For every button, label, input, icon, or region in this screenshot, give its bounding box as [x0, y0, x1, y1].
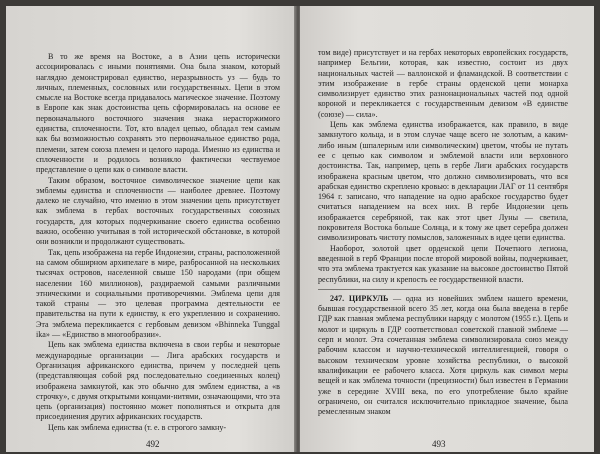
entry-text: — одна из новейших эмблем нашего времени, бывшая государственной всего 35 лет, когда она была введена в гербе ГДР как главная эмблема республики наряду с молотом (1955 г.). Цепь и молот и циркуль в ГДР соответствовал советской главной эмблеме — серп и молот. Эта сочетанная эмблема символизировала союз между рабочим классом и научно-технической интеллигенцией, говоря о высоком техническом уровне хозяйства республики, о высокой квалификации ее рабочего класса. Хотя циркуль как символ меры вещей и как эмблема точности (прецизности) был известен в Германии уже в середине XVIII века, по его употребление было крайне ограничено, он считался исключительно прикладное значение, была ремесленным знаком: [318, 293, 568, 417]
section-divider: [318, 289, 438, 290]
page-number: 492: [146, 439, 160, 449]
right-page: [300, 6, 594, 452]
paragraph: Таким образом, восточное символическое значение цепи как эмблемы единства и сплоченности — наиболее древнее. Поэтому далеко не случайно, что именно в этом значении цепь присутствует как эмблема в гербах восточных государственных союзных государств, для которых подчеркивание своего единства особенно важно, особенно учитывая в той исторической обстановке, в которой они возникли и продолжают существовать.: [36, 175, 280, 247]
left-page: [6, 6, 296, 452]
page-number: 493: [432, 439, 446, 449]
paragraph: В то же время на Востоке, а в Азии цепь исторически ассоциировалась с иными понятиями. Она была знаком, который наглядно демонстрировал единство, неразрывность уз — будь то личных, племенных, сословных или государственных. Цепи в этом смысле на Востоке всегда придавалось магическое значение. Поэтому в Европе как знак достоинства цепь сформировалась на основе ее первоначального восточного значения знака нерасторжимого единства, сплоченности. Тот, кто владел цепью, обладал тем самым как бы возможностью сохранять это первоначальное единство рода, племени, затем союза племен и целого народа. Именно из единства и сплоченности и родилось возникло фактически чествуемое представление о цепи как о символе власти.: [36, 52, 280, 175]
right-page-text: [318, 48, 568, 417]
paragraph: Цепь как эмблема единства (т. е. в строгого замкну-: [48, 422, 227, 432]
paragraph: том виде) присутствует и на гербах некоторых европейских государств, например Бельгии, которая, как известно, состоит из двух национальных частей — валлонской и фламандской. В соответствии с этим изображение в гербе страны орденской цепи монарха символизирует единство этих разнонациональных частей под одной короной и перекликается с государственным девизом «В единстве (союзе) — сила».: [318, 48, 568, 119]
entry-headword: ЦИРКУЛЬ: [348, 293, 389, 303]
paragraph: Цепь как эмблема единства изображается, как правило, в виде замкнутого кольца, и в этом случае чаще всего не золотым, а каким-либо иным (шпалерным или символическим) цветом, чтобы не путать ее с цепью как символом и эмблемой власти или верховного достоинства. Так, например, цепь в гербе Лиги арабских государств изображена красным цветом, что должно символизировать, что вся арабская единство скреплено кровью: в декларации ЛАГ от 11 сентября 1964 г. записано, что нападение на одно арабское государство будет считаться нападением на всех них. В гербе Индонезии цепь изображается серебряной, так как этот цвет Луны — светила, покровителя Востока больше Солнца, и к тому же цвет серебра должен символизировать чистоту помыслов, заложенных в идее цепи единства.: [318, 120, 568, 243]
entry-number: 247.: [330, 293, 345, 303]
left-page-text: [36, 52, 280, 433]
paragraph: Так, цепь изображена на гербе Индонезии, страны, расположенной на самом обширном архипелаге в мире, разбросанной на нескольких тысячах островов, населенной свыше 150 народами (при общем населении 160 миллионов), раздираемой самыми различными этническими и социальными противоречиями. Эмблема цепи для такой страны — это целевая программа деятельности ее правительства на пути к единству, к его укреплению и сохранению. Эта эмблема перекликается с гербовым девизом «Bhinneka Tunggal ika» — «Единство в многообразии».: [36, 247, 280, 340]
paragraph: Цепь как эмблема единства включена в свои гербы и некоторые международные организации — Лига арабских государств и Организация африканского единства, причем у последней цепь (представляющая собой ряд последовательно соединенных колец) изображена замкнутой, как это обычно для эмблем единства, а «в строчку», с двумя открытыми концами-нитями, означающими, что эта цепь (организация) постоянно может пополняться и открыта для присоединения других африканских государств.: [36, 340, 280, 422]
dictionary-entry: [318, 294, 568, 418]
paragraph: Наоборот, золотой цвет орденской цепи Почетного легиона, введенной в герб Франции после второй мировой войны, подчеркивает, что эта эмблема трактуется как указание на высокое достоинство Пятой республики, на силу и крепость ее государственной власти.: [318, 243, 568, 284]
